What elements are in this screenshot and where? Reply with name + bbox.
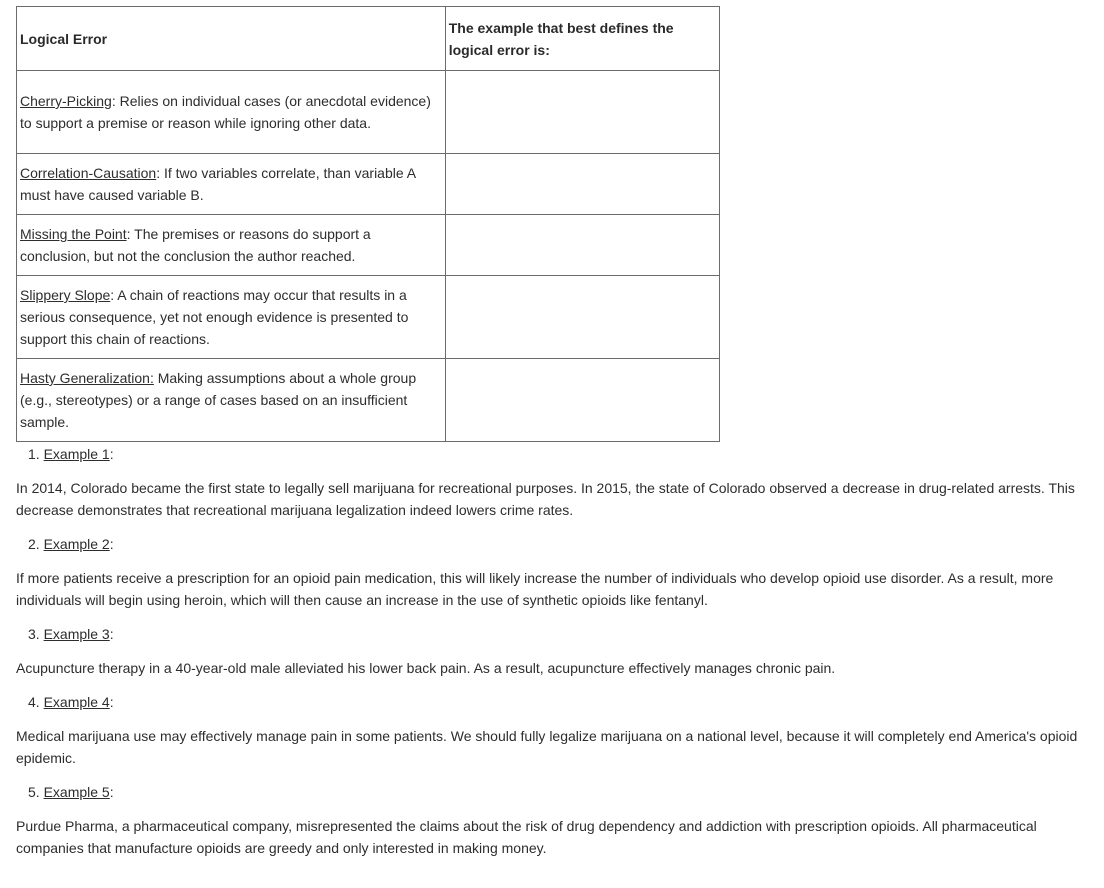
logical-error-table: [16, 6, 720, 442]
example-label: Example 1: [43, 446, 110, 462]
definition-text: If two variables correlate, than variable A must have caused variable B.: [20, 165, 416, 203]
table-row: [17, 154, 720, 215]
answer-cell[interactable]: [445, 154, 719, 215]
answer-cell[interactable]: [445, 276, 719, 359]
example-colon: :: [109, 784, 114, 800]
example-text: Purdue Pharma, a pharmaceutical company, misrepresented the claims about the risk of drug dependency and addiction with prescription opioids. All pharmaceutical companies that manufacture opioids are greedy and only interested in making money.: [16, 818, 1037, 856]
example-number: 1.: [28, 446, 40, 462]
example-colon: :: [109, 626, 114, 642]
table-header-row: [17, 7, 720, 71]
example-heading: [28, 443, 1096, 465]
example-colon: :: [109, 694, 114, 710]
answer-cell[interactable]: [445, 215, 719, 276]
term-separator: :: [110, 287, 115, 303]
example-number: 3.: [28, 626, 40, 642]
example-number: 2.: [28, 536, 40, 552]
example-label: Example 4: [43, 694, 110, 710]
term-missing-the-point: Missing the Point: [20, 226, 127, 242]
example-label: Example 5: [43, 784, 110, 800]
definition-cell: [17, 215, 446, 276]
term-separator: :: [156, 165, 161, 181]
table-row: [17, 359, 720, 442]
definition-cell: [17, 71, 446, 154]
term-slippery-slope: Slippery Slope: [20, 287, 111, 303]
example-text: Medical marijuana use may effectively manage pain in some patients. We should fully legalize marijuana on a national level, because it will completely end America's opioid epidemic.: [16, 728, 1078, 766]
header-logical-error: Logical Error: [17, 7, 446, 71]
example-text: In 2014, Colorado became the first state to legally sell marijuana for recreational purposes. In 2015, the state of Colorado observed a decrease in drug-related arrests. This decrease demonstrates that recreational marijuana legalization indeed lowers crime rates.: [16, 480, 1075, 518]
answer-cell[interactable]: [445, 359, 719, 442]
document: [16, 6, 1096, 871]
example-text: If more patients receive a prescription for an opioid pain medication, this will likely increase the number of individuals who develop opioid use disorder. As a result, more individuals will begin using heroin, which will then cause an increase in the use of synthetic opioids like fentanyl.: [16, 570, 1054, 608]
example-heading: [28, 533, 1096, 555]
definition-text: Making assumptions about a whole group (e.g., stereotypes) or a range of cases based on an insufficient sample.: [20, 370, 417, 430]
example-label: Example 2: [43, 536, 110, 552]
example-number: 4.: [28, 694, 40, 710]
definition-text: A chain of reactions may occur that results in a serious consequence, yet not enough evidence is presented to support this chain of reactions.: [20, 287, 409, 347]
term-correlation-causation: Correlation-Causation: [20, 165, 157, 181]
example-text: Acupuncture therapy in a 40-year-old male alleviated his lower back pain. As a result, acupuncture effectively manages chronic pain.: [16, 660, 836, 676]
example-number: 5.: [28, 784, 40, 800]
term-separator: :: [111, 93, 116, 109]
header-example: The example that best defines the logical error is:: [445, 7, 719, 71]
table-row: [17, 276, 720, 359]
example-heading: [28, 781, 1096, 803]
example-heading: [28, 691, 1096, 713]
example-colon: :: [109, 446, 114, 462]
table-row: [17, 71, 720, 154]
answer-cell[interactable]: [445, 71, 719, 154]
example-heading: [28, 623, 1096, 645]
term-cherry-picking: Cherry-Picking: [20, 93, 112, 109]
definition-text: Relies on individual cases (or anecdotal evidence) to support a premise or reason while ignoring other data.: [20, 93, 431, 131]
term-hasty-generalization: Hasty Generalization:: [20, 370, 154, 386]
example-label: Example 3: [43, 626, 110, 642]
definition-cell: [17, 154, 446, 215]
definition-cell: [17, 359, 446, 442]
term-separator: :: [126, 226, 131, 242]
table-row: [17, 215, 720, 276]
definition-text: The premises or reasons do support a conclusion, but not the conclusion the author reached.: [20, 226, 371, 264]
definition-cell: [17, 276, 446, 359]
example-colon: :: [109, 536, 114, 552]
